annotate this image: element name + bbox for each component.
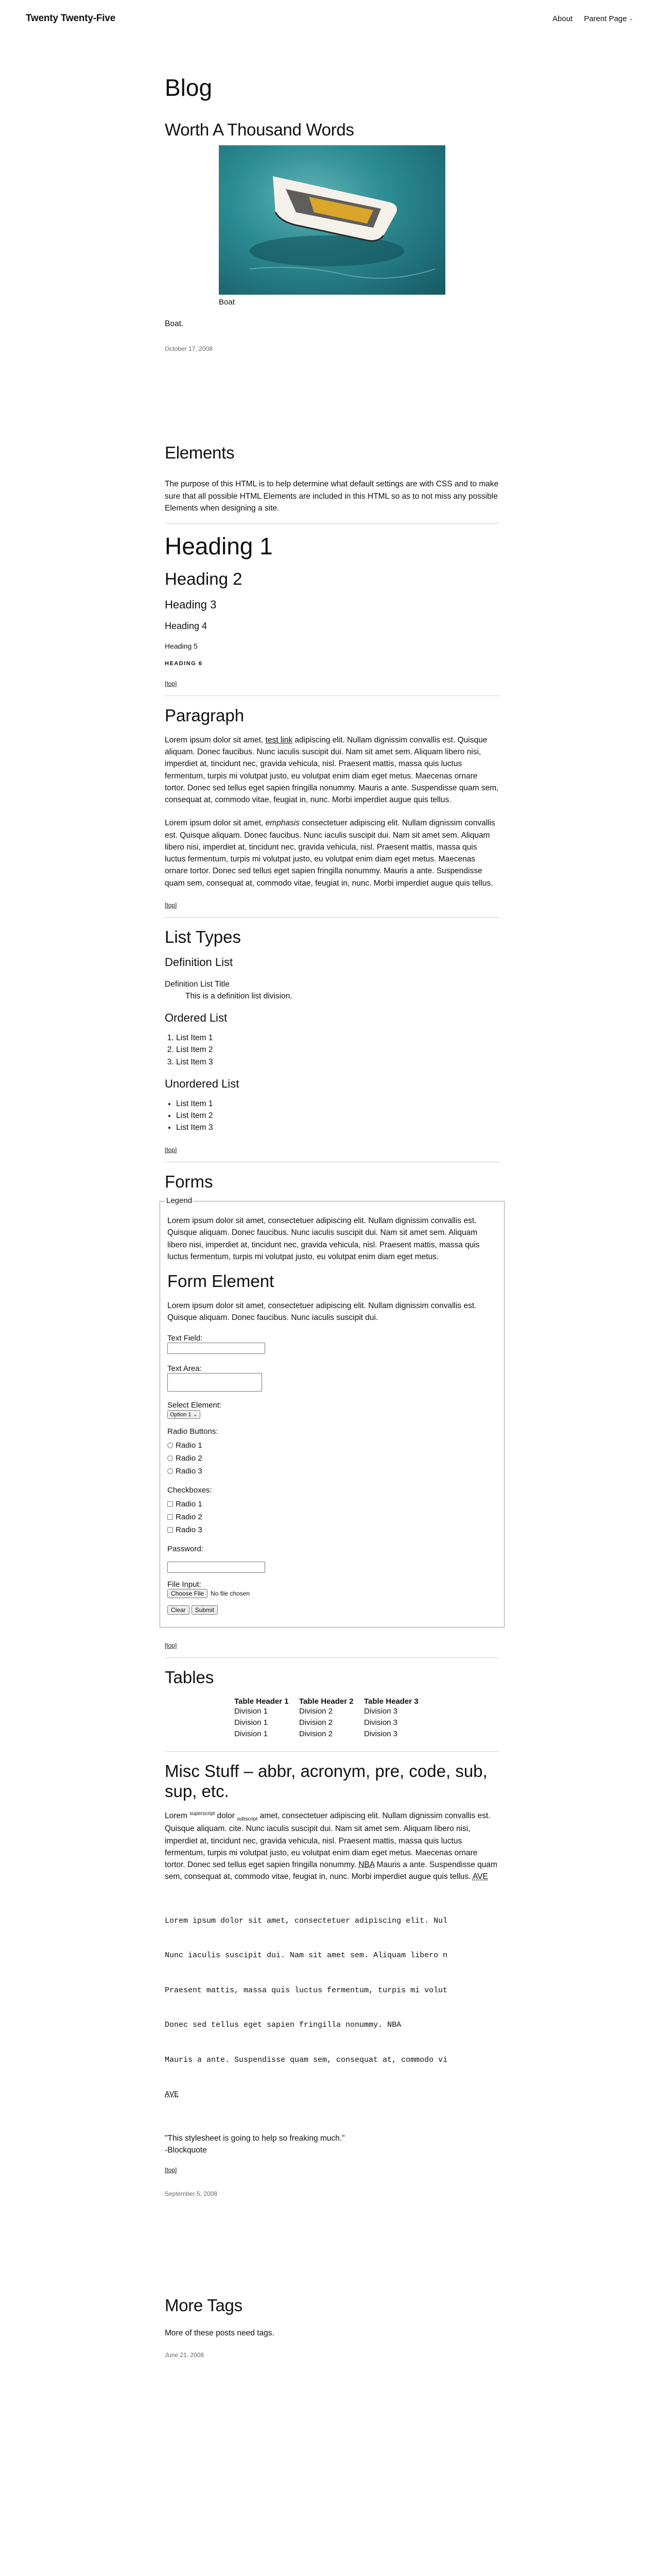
pre-line: Nunc iaculis suscipit dui. Nam sit amet sem. Aliquam libero n bbox=[165, 1951, 448, 1960]
select-label: Select Element: bbox=[167, 1401, 222, 1410]
abbr-ave: AVE bbox=[472, 1872, 488, 1882]
file-input-label: File Input: bbox=[167, 1580, 201, 1589]
page-title: Blog bbox=[165, 74, 213, 101]
blockquote bbox=[165, 2132, 499, 2157]
unordered-list bbox=[165, 1098, 499, 1134]
checkbox-group bbox=[167, 1498, 497, 1536]
pre-line: Lorem ipsum dolor sit amet, consectetuer adipiscing elit. Nul bbox=[165, 1916, 448, 1925]
table-cell: Division 2 bbox=[299, 1718, 333, 1727]
list-item: 2. List Item 2 bbox=[176, 1044, 499, 1056]
post-title[interactable]: More Tags bbox=[165, 2296, 242, 2315]
table-cell: Division 1 bbox=[234, 1718, 268, 1727]
list-item: 3. List Item 3 bbox=[176, 1056, 499, 1068]
separator bbox=[165, 917, 499, 918]
file-status: No file chosen bbox=[211, 1590, 250, 1598]
boat-image bbox=[219, 145, 445, 295]
table-header: Table Header 1 bbox=[234, 1697, 289, 1706]
top-link[interactable]: [top] bbox=[165, 1642, 177, 1650]
checkbox-group-label: Checkboxes: bbox=[167, 1486, 212, 1495]
choose-file-button[interactable]: Choose File bbox=[167, 1589, 207, 1598]
misc-text: Mauris a ante. Suspendisse quam sem, consequat at, commodo vitae, feugiat in, nunc. Morbi imperdiet augue quis tellus. bbox=[165, 1860, 497, 1882]
site-title-link[interactable]: Twenty Twenty-Five bbox=[26, 13, 116, 24]
post-elements bbox=[165, 443, 499, 2197]
ordered-list-heading: Ordered List bbox=[165, 1011, 228, 1025]
separator bbox=[165, 1657, 499, 1658]
post-date[interactable]: June 21, 2008 bbox=[165, 2351, 204, 2359]
quote-text: "This stylesheet is going to help so freaking much." bbox=[165, 2133, 345, 2143]
test-link[interactable]: test link bbox=[265, 735, 293, 744]
checkbox-square-icon bbox=[167, 1501, 173, 1507]
chevron-down-icon: ⌄ bbox=[629, 15, 633, 22]
radio-group bbox=[167, 1439, 497, 1478]
paragraph-1 bbox=[165, 734, 499, 806]
legend-paragraph: Lorem ipsum dolor sit amet, consectetuer adipiscing elit. Nullam dignissim convallis est. Quisque aliquam. Donec faucibus. Nunc iaculis suscipit dui. Nam sit amet sem. Aliquam libero nisi, imperdiet at, tincidunt nec, gravida vehicula, nisl. Praesent mattis, massa quis luctus fermentum, turpis mi volutpat justo, eu volutpat enim diam eget metus. bbox=[167, 1216, 480, 1261]
misc-text: amet, consectetuer adipiscing elit. Nullam dignissim convallis est. Quisque aliquam. cite. Nunc iaculis suscipit dui. Nam sit amet sem. Aliquam libero nisi, imperdiet at, tincidunt nec, gravida vehicula, nisl. Praesent mattis, massa quis luctus fermentum, turpis mi volutpat justo, eu volutpat enim diam eget metus. Maecenas ornare tortor. Donec sed tellus eget sapien fringilla nonummy. bbox=[165, 1811, 491, 1870]
ordered-list bbox=[165, 1032, 499, 1068]
table-cell: Division 1 bbox=[234, 1706, 268, 1716]
post-figure bbox=[219, 145, 499, 307]
superscript-text: superscript bbox=[189, 1811, 215, 1817]
list-item: • List Item 3 bbox=[176, 1122, 499, 1133]
table-cell: Division 1 bbox=[234, 1729, 268, 1738]
post-title[interactable]: Worth A Thousand Words bbox=[165, 120, 354, 139]
post-more-tags bbox=[165, 2295, 499, 2359]
checkbox-option[interactable] bbox=[167, 1498, 497, 1511]
table-cell: Division 2 bbox=[299, 1729, 333, 1738]
table-header: Table Header 3 bbox=[364, 1697, 419, 1706]
checkbox-option[interactable] bbox=[167, 1523, 497, 1536]
table-header-row bbox=[234, 1697, 429, 1706]
abbr-nba: NBA bbox=[358, 1860, 375, 1870]
preformatted-block bbox=[165, 1892, 499, 2124]
table-row bbox=[234, 1717, 429, 1728]
definition-list-heading: Definition List bbox=[165, 955, 233, 969]
post-body: More of these posts need tags. bbox=[165, 2328, 274, 2337]
table-header: Table Header 2 bbox=[299, 1697, 354, 1706]
heading-4: Heading 4 bbox=[165, 621, 207, 632]
checkbox-option[interactable] bbox=[167, 1511, 497, 1523]
forms-heading: Forms bbox=[165, 1172, 213, 1191]
list-item: • List Item 1 bbox=[176, 1098, 499, 1110]
form-paragraph: Lorem ipsum dolor sit amet, consectetuer adipiscing elit. Nullam dignissim convallis est. Quisque aliquam. Donec faucibus. Nunc iaculis suscipit dui. bbox=[167, 1301, 477, 1322]
paragraph-heading: Paragraph bbox=[165, 706, 245, 725]
form-fieldset bbox=[160, 1196, 505, 1628]
text-field-input[interactable] bbox=[167, 1343, 265, 1354]
pre-line: Praesent mattis, massa quis luctus fermentum, turpis mi volut bbox=[165, 1986, 448, 1995]
pre-line: Donec sed tellus eget sapien fringilla nonummy. NBA bbox=[165, 2021, 402, 2030]
radio-label: Radio 1 bbox=[176, 1441, 202, 1450]
site-header bbox=[0, 0, 659, 37]
text-area-label: Text Area: bbox=[167, 1364, 202, 1374]
main-content bbox=[0, 72, 659, 2359]
misc-text: Lorem bbox=[165, 1811, 190, 1821]
password-label: Password: bbox=[167, 1545, 204, 1554]
form-actions bbox=[167, 1605, 497, 1615]
paragraph-2 bbox=[165, 817, 499, 889]
select-element[interactable] bbox=[167, 1410, 200, 1419]
heading-3: Heading 3 bbox=[165, 598, 217, 612]
table-cell: Division 3 bbox=[364, 1706, 398, 1716]
para-text: adipiscing elit. Nullam dignissim convallis est. Quisque aliquam. Donec faucibus. Nunc iaculis suscipit dui. Nam sit amet sem. Aliquam libero nisi, imperdiet at, tincidunt nec, gravida vehicula, nisl. Praesent mattis, massa quis luctus fermentum, turpis mi volutpat justo, eu volutpat enim diam eget metus. Maecenas ornare tortor. Donec sed tellus eget sapien fringilla nonummy. Mauris a ante. Suspendisse quam sem, consequat at, commodo vitae, feugiat in, nunc. Morbi imperdiet augue quis tellus. bbox=[165, 735, 499, 805]
top-link[interactable]: [top] bbox=[165, 1146, 177, 1154]
definition-description: This is a definition list division. bbox=[185, 991, 292, 1001]
quote-author: -Blockquote bbox=[165, 2145, 207, 2155]
primary-nav bbox=[552, 14, 633, 23]
radio-option[interactable] bbox=[167, 1452, 497, 1465]
separator bbox=[165, 1751, 499, 1752]
unordered-list-heading: Unordered List bbox=[165, 1077, 239, 1090]
clear-button[interactable]: Clear bbox=[167, 1605, 189, 1615]
post-date[interactable]: September 5, 2008 bbox=[165, 2190, 218, 2198]
form-element-heading: Form Element bbox=[167, 1272, 274, 1291]
table-cell: Division 2 bbox=[299, 1706, 333, 1716]
heading-2: Heading 2 bbox=[165, 569, 242, 588]
table-cell: Division 3 bbox=[364, 1718, 398, 1727]
heading-6: HEADING 6 bbox=[165, 660, 203, 667]
emphasis-text: emphasis bbox=[265, 819, 300, 828]
definition-term: Definition List Title bbox=[165, 979, 230, 989]
post-worth-a-thousand-words bbox=[165, 120, 499, 352]
misc-text: dolor bbox=[215, 1811, 237, 1821]
chevron-down-icon: ⌄ bbox=[193, 1412, 198, 1418]
subscript-text: subscript bbox=[237, 1816, 258, 1822]
text-field-label: Text Field: bbox=[167, 1334, 203, 1343]
submit-button[interactable]: Submit bbox=[192, 1605, 218, 1615]
intro-paragraph: The purpose of this HTML is to help determine what default settings are with CSS and to make sure that all possible HTML Elements are included in this HTML so as to not miss any possible Elements when designing a site. bbox=[165, 480, 499, 513]
select-value: Option 1 bbox=[170, 1412, 192, 1418]
post-body: Boat. bbox=[165, 319, 184, 328]
tables-heading: Tables bbox=[165, 1668, 214, 1687]
data-table bbox=[234, 1697, 429, 1740]
radio-circle-icon bbox=[167, 1468, 173, 1474]
boat-illustration bbox=[219, 145, 445, 295]
fieldset-legend: Legend bbox=[166, 1196, 193, 1206]
nav-parent-page-label: Parent Page bbox=[584, 14, 627, 23]
heading-5: Heading 5 bbox=[165, 642, 198, 651]
radio-label: Radio 3 bbox=[176, 1467, 202, 1476]
para-text: Lorem ipsum dolor sit amet, bbox=[165, 735, 266, 744]
table-cell: Division 3 bbox=[364, 1729, 398, 1738]
separator bbox=[165, 523, 499, 524]
image-caption: Boat bbox=[219, 297, 235, 307]
misc-heading: Misc Stuff – abbr, acronym, pre, code, sub, sup, etc. bbox=[165, 1761, 488, 1801]
nav-parent-page[interactable] bbox=[584, 14, 633, 23]
top-link[interactable]: [top] bbox=[165, 680, 177, 688]
pre-line: Mauris a ante. Suspendisse quam sem, consequat at, commodo vi bbox=[165, 2055, 448, 2064]
radio-label: Radio 2 bbox=[176, 1454, 202, 1463]
table-row bbox=[234, 1728, 429, 1740]
list-types-heading: List Types bbox=[165, 927, 241, 946]
top-link[interactable]: [top] bbox=[165, 901, 177, 909]
radio-circle-icon bbox=[167, 1443, 173, 1448]
radio-group-label: Radio Buttons: bbox=[167, 1427, 218, 1436]
post-date[interactable]: October 17, 2008 bbox=[165, 345, 213, 352]
pre-line: AVE bbox=[165, 2090, 179, 2099]
post-title[interactable]: Elements bbox=[165, 443, 235, 462]
nav-about[interactable]: About bbox=[552, 14, 573, 23]
checkbox-label: Radio 2 bbox=[176, 1513, 202, 1522]
checkbox-square-icon bbox=[167, 1514, 173, 1520]
checkbox-label: Radio 1 bbox=[176, 1500, 202, 1509]
table-row bbox=[234, 1706, 429, 1717]
password-input[interactable] bbox=[167, 1562, 265, 1573]
para-text: consectetuer adipiscing elit. Nullam dignissim convallis est. Quisque aliquam. Donec faucibus. Nunc iaculis suscipit dui. Nam sit amet sem. Aliquam libero nisi, imperdiet at, tincidunt nec, gravida vehicula, nisl. Praesent mattis, massa quis luctus fermentum, turpis mi volutpat justo, eu volutpat enim diam eget metus. Maecenas ornare tortor. Donec sed tellus eget sapien fringilla nonummy. Mauris a ante. Suspendisse quam sem, consequat at, commodo vitae, feugiat in, nunc. Morbi imperdiet augue quis tellus. bbox=[165, 819, 495, 888]
text-area-input[interactable] bbox=[167, 1373, 262, 1392]
radio-option[interactable] bbox=[167, 1465, 497, 1478]
radio-circle-icon bbox=[167, 1455, 173, 1461]
list-item: 1. List Item 1 bbox=[176, 1032, 499, 1044]
top-link[interactable]: [top] bbox=[165, 2166, 177, 2174]
radio-option[interactable] bbox=[167, 1439, 497, 1452]
para-text: Lorem ipsum dolor sit amet, bbox=[165, 819, 266, 828]
misc-paragraph bbox=[165, 1810, 499, 1883]
checkbox-label: Radio 3 bbox=[176, 1526, 202, 1535]
heading-1: Heading 1 bbox=[165, 533, 273, 560]
file-input bbox=[167, 1589, 497, 1598]
checkbox-square-icon bbox=[167, 1527, 173, 1533]
list-item: • List Item 2 bbox=[176, 1110, 499, 1122]
